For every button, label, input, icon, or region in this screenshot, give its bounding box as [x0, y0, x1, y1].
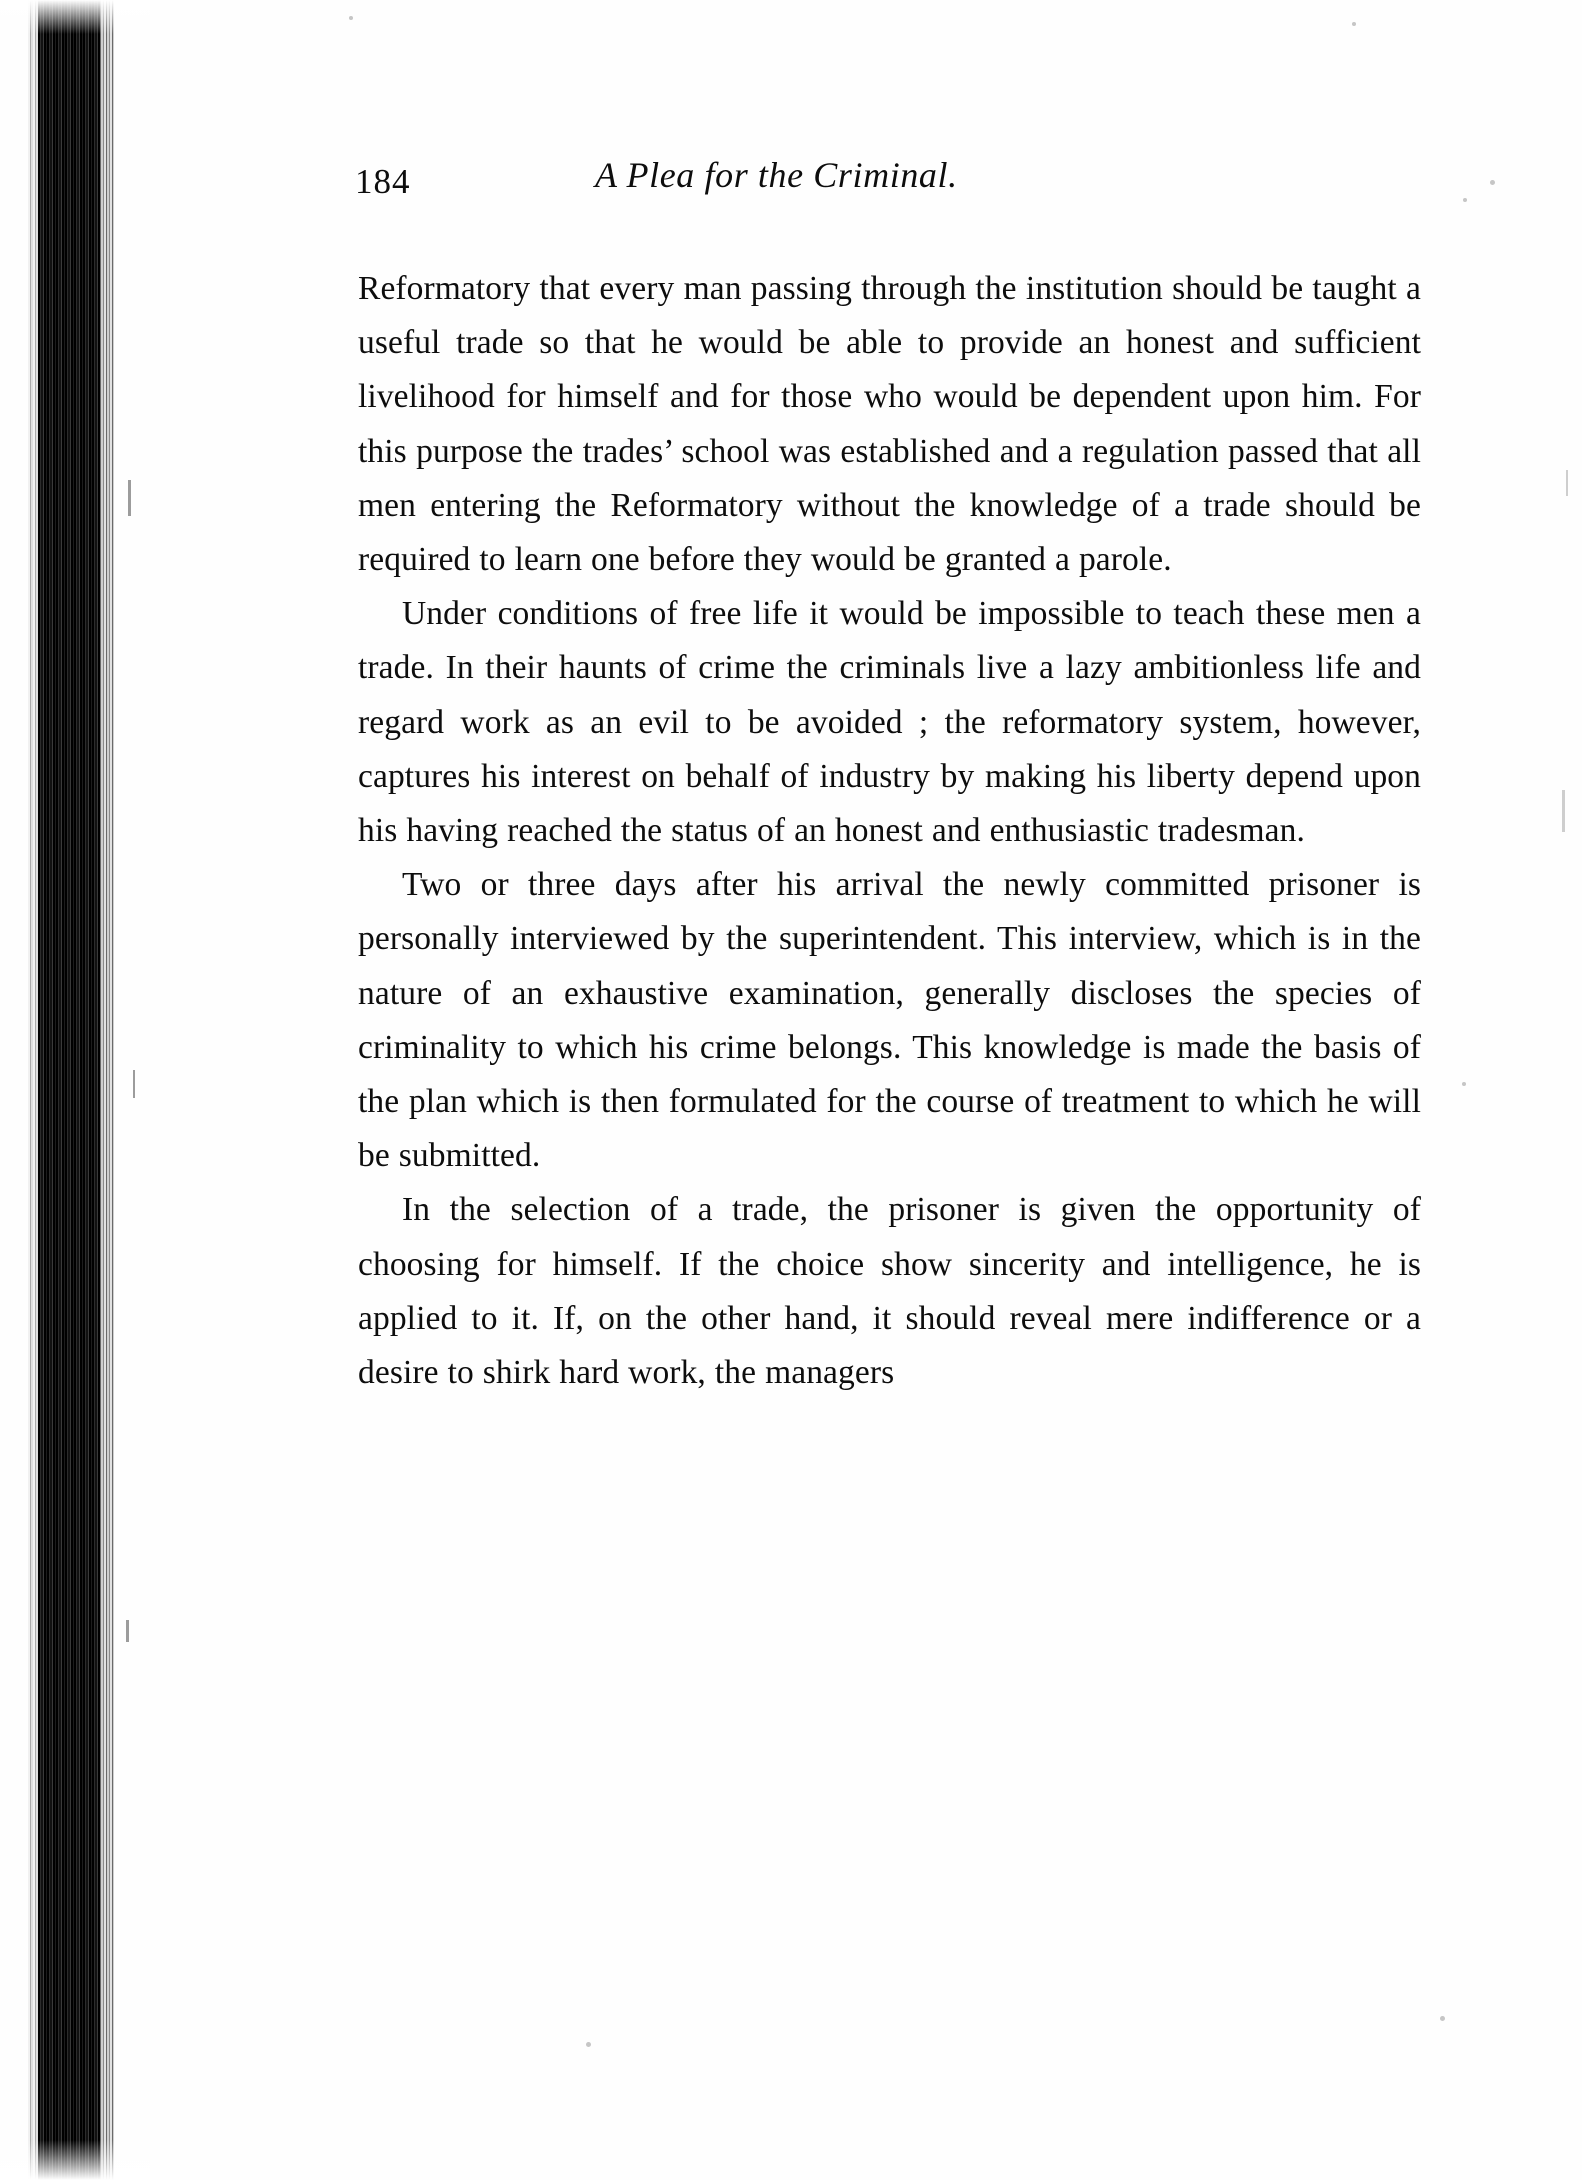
- page-edge-mark: [1562, 790, 1565, 832]
- scan-speck: [349, 16, 353, 20]
- scan-speck: [1490, 180, 1495, 185]
- gutter-top-fade: [0, 0, 150, 34]
- paragraph: Two or three days after his arrival the newly committed prisoner is personally interviewed by the superintendent. This interview, which is in the nature of an exhaustive examination, generally discloses the species of criminality to which his crime belongs. This knowledge is made the basis of the plan which is then formulated for the course of treatment to which he will be submitted.: [358, 866, 1421, 1175]
- paragraph: Reformatory that every man passing through the institution should be taught a useful trade so that he would be able to provide an honest and sufficient livelihood for himself and for those who would be dependent upon him. For this purpose the trades’ school was established and a regulation passed that all men entering the Reformatory without the knowledge of a trade should be required to learn one before they would be granted a parole.: [358, 270, 1421, 579]
- running-title: A Plea for the Criminal.: [595, 155, 958, 195]
- scan-speck: [1352, 22, 1356, 26]
- gutter-striped-band: [100, 0, 114, 2180]
- scan-speck: [1440, 2016, 1445, 2021]
- gutter-speck: [128, 480, 131, 516]
- gutter-speck: [126, 1620, 129, 1642]
- page-edge-mark: [1566, 470, 1568, 496]
- gutter-light-band: [28, 0, 40, 2180]
- gutter-bottom-fade: [0, 2140, 150, 2180]
- paragraph: In the selection of a trade, the prisoner is given the opportunity of choosing for himself. If the choice show sincerity and intelligence, he is applied to it. If, on the other hand, it should reveal mere indifference or a desire to shirk hard work, the managers: [358, 1191, 1421, 1392]
- gutter-dark-band: [38, 0, 100, 2180]
- scan-speck: [1462, 1082, 1466, 1086]
- page-header: [355, 150, 1415, 206]
- paragraph: Under conditions of free life it would be impossible to teach these men a trade. In their haunts of crime the criminals live a lazy ambitionless life and regard work as an evil to be avoided ; the reformatory system, however, captures his interest on behalf of industry by making his liberty depend upon his having reached the status of an honest and enthusiastic tradesman.: [358, 595, 1421, 850]
- scan-speck: [586, 2042, 591, 2047]
- binding-gutter-artifact: [0, 0, 150, 2180]
- body-text: [358, 262, 1421, 1400]
- page-number: 184: [355, 162, 411, 201]
- scan-speck: [1463, 198, 1467, 202]
- gutter-speck: [133, 1070, 135, 1098]
